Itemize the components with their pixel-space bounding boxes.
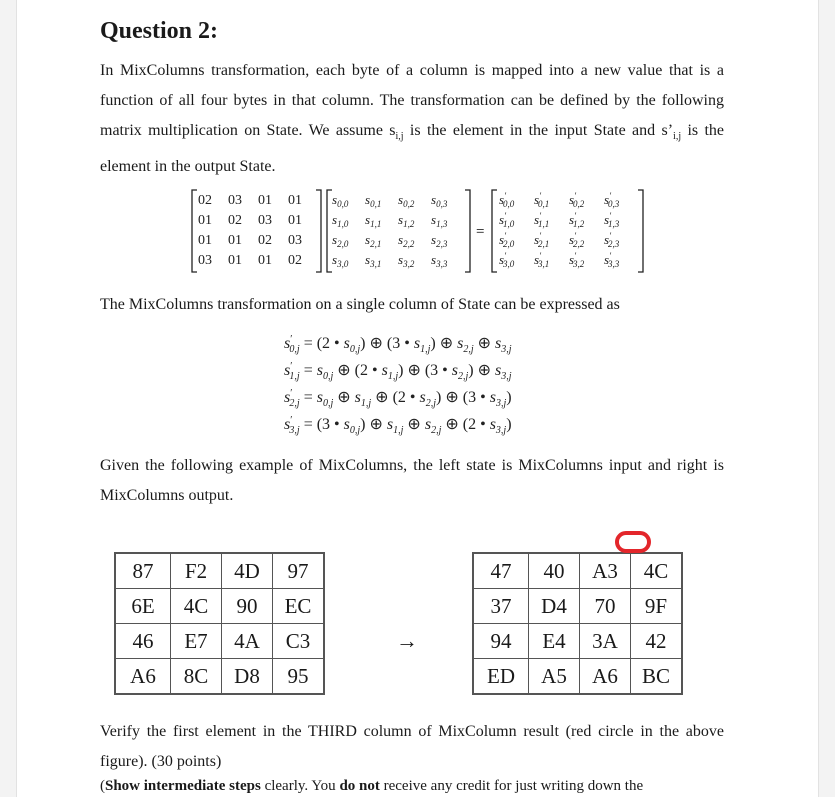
input-state-symbol: $s_{0,0}$ (332, 192, 349, 209)
coefficient-cell: 03 (228, 193, 242, 208)
input-state-cell: 46 (115, 624, 171, 659)
coefficient-cell: 01 (258, 193, 272, 208)
output-state-symbol: s′ 2,1 (534, 231, 550, 249)
output-state-symbol: s′ 3,2 (569, 251, 585, 269)
input-state-cell: A6 (115, 659, 171, 695)
output-state-cell: 40 (529, 553, 580, 589)
input-state-row (115, 624, 324, 659)
output-state-symbol: s′ 2,2 (569, 231, 585, 249)
equals-sign: = (476, 224, 485, 240)
coefficient-cell: 03 (258, 213, 272, 228)
question-heading: Question 2: (100, 18, 219, 44)
input-state-row (115, 553, 324, 589)
example-text: Given the following example of MixColumns, the left state is MixColumns input and right is MixColumns output. (100, 457, 724, 504)
coefficient-cell: 02 (288, 253, 302, 268)
output-state-symbol: s′ 1,2 (569, 211, 585, 229)
input-state-symbol: $s_{3,2}$ (398, 252, 415, 269)
input-state-cell: 4D (222, 553, 273, 589)
output-state-cell: 9F (631, 589, 683, 624)
input-state-symbol: $s_{1,0}$ (332, 212, 349, 229)
input-state-row (115, 659, 324, 695)
input-state-cell: F2 (171, 553, 222, 589)
output-state-symbol: s′ 3,0 (499, 251, 515, 269)
input-state-cell: 90 (222, 589, 273, 624)
output-state-symbol: s′ 0,3 (604, 191, 620, 209)
input-state-cell: 95 (273, 659, 325, 695)
coefficient-cell: 01 (258, 253, 272, 268)
input-state-cell: D8 (222, 659, 273, 695)
output-state-cell: 37 (473, 589, 529, 624)
input-state-symbol: $s_{3,0}$ (332, 252, 349, 269)
output-state-cell: 3A (580, 624, 631, 659)
svg-text:s′0,j = (2 • s0,j) ⊕ (3 • s1,j: s′ 0,j = (2 • $s_{0,j}$) ⊕ (3 • $s_{1,j}$) ⊕ $s_{2,j}$ ⊕ $s_{3,j}$ (284, 334, 512, 355)
matrix-equation (190, 186, 650, 276)
coefficient-cell: 01 (228, 253, 242, 268)
coefficient-cell: 01 (198, 233, 212, 248)
output-state-cell: D4 (529, 589, 580, 624)
input-state-cell: 4C (171, 589, 222, 624)
output-state-row (473, 589, 682, 624)
input-state-cell: 87 (115, 553, 171, 589)
input-state-cell: 97 (273, 553, 325, 589)
page-edge-right (818, 0, 819, 797)
output-state-row (473, 659, 682, 695)
output-state-cell: A6 (580, 659, 631, 695)
coefficient-cell: 02 (258, 233, 272, 248)
red-circle-highlight (615, 531, 651, 553)
output-state-table (472, 552, 683, 695)
output-state-cell: 42 (631, 624, 683, 659)
input-state-symbol: $s_{2,2}$ (398, 232, 415, 249)
output-state-symbol: s′ 0,2 (569, 191, 585, 209)
input-state-symbol: $s_{1,3}$ (431, 212, 448, 229)
output-state-symbol: s′ 1,1 (534, 211, 550, 229)
page-gutter-right (819, 0, 835, 797)
input-state-symbol: $s_{3,1}$ (365, 252, 382, 269)
input-state-cell: C3 (273, 624, 325, 659)
coefficient-cell: 03 (198, 253, 212, 268)
input-state-cell: 4A (222, 624, 273, 659)
arrow-icon: → (396, 628, 418, 653)
svg-text:s′1,j = s0,j ⊕ (2 • s1,j) ⊕ (3: s′ $1,j = s_{0,j}$ ⊕ (2 • $s_{1,j}$) ⊕ (3 • $s_{2,j}$) ⊕ $s_{3,j}$ (284, 361, 512, 382)
output-state-symbol: s′ 1,0 (499, 211, 515, 229)
page-edge-left (16, 0, 17, 797)
coefficient-cell: 01 (228, 233, 242, 248)
coefficient-cell: 01 (288, 213, 302, 228)
input-state-symbol: $s_{0,2}$ (398, 192, 415, 209)
output-state-cell: 94 (473, 624, 529, 659)
input-state-cell: E7 (171, 624, 222, 659)
output-state-symbol: s′ 3,1 (534, 251, 550, 269)
output-state-symbol: s′ 2,3 (604, 231, 620, 249)
mixcolumn-equations (282, 330, 582, 442)
output-state-cell: A5 (529, 659, 580, 695)
coefficient-cell: 02 (228, 213, 242, 228)
output-state-cell: 47 (473, 553, 529, 589)
output-state-symbol: s′ 0,0 (499, 191, 515, 209)
output-state-cell: E4 (529, 624, 580, 659)
input-state-table (114, 552, 325, 695)
coefficient-cell: 01 (198, 213, 212, 228)
output-state-symbol: s′ 1,3 (604, 211, 620, 229)
input-state-symbol: $s_{1,2}$ (398, 212, 415, 229)
svg-text:s′2,j = s0,j ⊕ s1,j ⊕ (2 • s2,: s′ $2,j = s_{0,j}$ ⊕ $s_{1,j}$ ⊕ (2 • $s_{2,j}$) ⊕ (3 • $s_{3,j}$) (284, 388, 512, 409)
page-gutter-left (0, 0, 16, 797)
output-state-symbol: s′ 3,3 (604, 251, 620, 269)
input-state-symbol: $s_{2,1}$ (365, 232, 382, 249)
coefficient-cell: 03 (288, 233, 302, 248)
cutoff-instruction: (Show intermediate steps clearly. You do not receive any credit for just writing down the (100, 778, 644, 794)
verify-text: Verify the first element in the THIRD column of MixColumn result (red circle in the above figure). (30 points) (100, 723, 724, 770)
output-state-row (473, 553, 682, 589)
input-state-symbol: $s_{1,1}$ (365, 212, 382, 229)
svg-text:s′3,j = (3 • s0,j) ⊕ s1,j ⊕ s2: s′ 3,j = (3 • $s_{0,j}$) ⊕ $s_{1,j}$ ⊕ $s_{2,j}$ ⊕ (2 • $s_{3,j}$) (284, 415, 512, 436)
coefficient-cell: 02 (198, 193, 212, 208)
output-state-cell: A3 (580, 553, 631, 589)
intro-paragraph: In MixColumns transformation, each byte of a column is mapped into a new value that is a function of all four bytes in that column. The transformation can be defined by the following matrix multiplication on State. We assume $s_{i,j}$ is the element in the input State and $s’_{i,j}$ is the element in the output State. (100, 62, 725, 176)
output-state-symbol: s′ 2,0 (499, 231, 515, 249)
input-state-cell: EC (273, 589, 325, 624)
input-state-symbol: $s_{3,3}$ (431, 252, 448, 269)
input-state-cell: 6E (115, 589, 171, 624)
input-state-symbol: $s_{2,0}$ (332, 232, 349, 249)
output-state-row (473, 624, 682, 659)
input-state-cell: 8C (171, 659, 222, 695)
coefficient-cell: 01 (288, 193, 302, 208)
output-state-cell: BC (631, 659, 683, 695)
output-state-cell: 70 (580, 589, 631, 624)
output-state-cell: ED (473, 659, 529, 695)
input-state-symbol: $s_{0,1}$ (365, 192, 382, 209)
input-state-symbol: $s_{0,3}$ (431, 192, 448, 209)
single-column-text: The MixColumns transformation on a single column of State can be expressed as (100, 296, 620, 313)
output-state-cell: 4C (631, 553, 683, 589)
input-state-row (115, 589, 324, 624)
input-state-symbol: $s_{2,3}$ (431, 232, 448, 249)
output-state-symbol: s′ 0,1 (534, 191, 550, 209)
